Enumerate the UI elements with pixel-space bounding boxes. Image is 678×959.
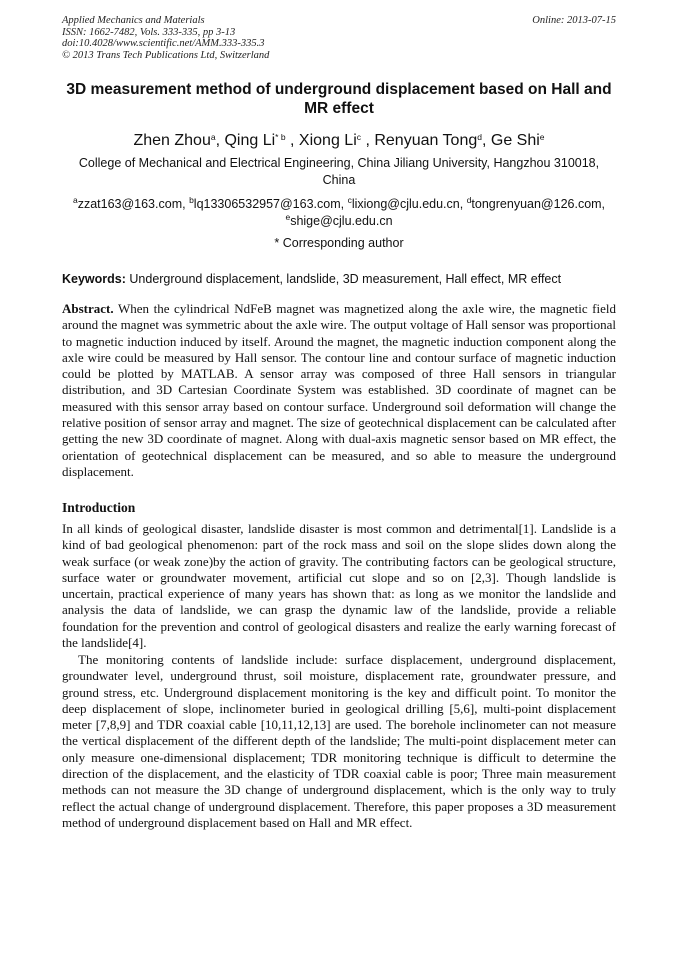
author-mark: e	[539, 132, 545, 142]
email-link[interactable]: zzat163@163.com,	[77, 197, 186, 211]
journal-header	[62, 15, 269, 61]
affiliation: College of Mechanical and Electrical Engineering, China Jiliang University, Hangzhou 310018, China	[78, 156, 600, 187]
email-link[interactable]: tongrenyuan@126.com,	[471, 197, 606, 211]
corresponding-author-note: * Corresponding author	[274, 236, 404, 250]
issn-line: ISSN: 1662-7482, Vols. 333-335, pp 3-13	[62, 26, 236, 38]
doi-line: doi:10.4028/www.scientific.net/AMM.333-335.3	[62, 38, 265, 49]
copyright-line: © 2013 Trans Tech Publications Ltd, Switzerland	[62, 49, 270, 61]
author-name: Xiong Li	[298, 132, 357, 149]
journal-name: Applied Mechanics and Materials	[62, 15, 205, 26]
abstract-text: When the cylindrical NdFeB magnet was magnetized along the axle wire, the magnetic field around the magnet was symmetric about the axle wire. The output voltage of Hall sensor was proportional to magnetic induction induced by itself. Around the magnet, the magnetic induction component along the axle wire could be measured by Hall sensor. The contour line and contour surface of magnetic induction could be plotted by MATLAB. A sensor array was composed of three Hall sensors in triangular distribution, and 3D Cartesian Coordinate System was established. 3D coordinate of magnet can be measured with this sensor array based on contour surface. Underground soil deformation will change the relative position of sensor array and magnet. The size of geotechnical displacement can be calculated after getting the new 3D coordinate of magnet. Along with dual-axis magnetic sensor based on MR effect, the orientation of geotechnical displacement can be measured, and so able to measure the underground displacement.	[62, 301, 616, 479]
author-mark: * b	[275, 132, 286, 142]
email-link[interactable]: shige@cjlu.edu.cn	[290, 214, 393, 228]
author-mark: a	[210, 132, 216, 142]
author-mark: c	[356, 132, 361, 142]
paragraph: The monitoring contents of landslide include: surface displacement, underground displacement, groundwater level, underground thrust, soil moisture, displacement rate, groundwater pressure, and ground stress, etc. Underground displacement monitoring is the key and difficult point. To monitor the deep displacement of slope, inclinometer buried in geological drilling [5,6], multi-point displacement meter [7,8,9] and TDR coaxial cable [10,11,12,13] are used. The borehole inclinometer can not measure the vertical displacement of the different depth of the landslide; The multi-point displacement meter can only measure one-dimensional displacement; TDR monitoring technique is difficult to determine the direction of the displacement, and the elasticity of TDR coaxial cable is poor; Three main measurement methods can not measure the 3D change of underground displacement, which is the only way to truly reflect the actual change of underground displacement. Therefore, this paper proposes a 3D measurement method of underground displacement based on Hall and MR effect.	[62, 652, 616, 830]
email-list: $^a$zzat163@163.com, $^b$lq13306532957@163.com, $^c$lixiong@cjlu.edu.cn, $^d$tongrenyuan@126.com, $^e$shige@cjlu.edu.cn	[72, 195, 606, 228]
paper-title: 3D measurement method of underground displacement based on Hall and MR effect	[66, 81, 612, 117]
online-date: Online: 2013-07-15	[532, 15, 616, 26]
author-name: Qing Li	[224, 132, 276, 149]
keywords	[62, 272, 616, 286]
author-name: Zhen Zhou	[133, 132, 211, 149]
author-name: Ge Shi	[490, 132, 540, 149]
paragraph: In all kinds of geological disaster, landslide disaster is most common and detrimental[1]. Landslide is a kind of bad geological phenomenon: part of the rock mass and soil on the slope slides down along the weak surface (or weak zone)by the action of gravity. The contributing factors can be geological structure, surface water or groundwater movement, artificial cut slope and so on [2,3]. Though landslide is uncertain, practical experience of many years has shown that: as long as we monitor the landslide and analysis the data of landslide, we can grasp the dynamic law of the landslide, provide a reliable foundation for the prevention and control of geological disasters and realize the early warning forecast of the landslide[4].	[62, 521, 616, 651]
author-mark: d	[477, 132, 482, 142]
keywords-text: Underground displacement, landslide, 3D measurement, Hall effect, MR effect	[129, 272, 562, 286]
author-list: Zhen Zhou$^a$, Qing Li$^{* b}$ , Xiong Li$^c$ , Renyuan Tong$^d$, Ge Shi$^e$	[133, 132, 545, 149]
abstract-label: Abstract.	[62, 301, 114, 316]
section-heading: Introduction	[62, 500, 136, 515]
abstract	[62, 301, 616, 480]
email-link[interactable]: lq13306532957@163.com,	[193, 197, 345, 211]
author-name: Renyuan Tong	[374, 132, 478, 149]
keywords-label: Keywords:	[62, 272, 126, 286]
email-link[interactable]: lixiong@cjlu.edu.cn,	[351, 197, 464, 211]
